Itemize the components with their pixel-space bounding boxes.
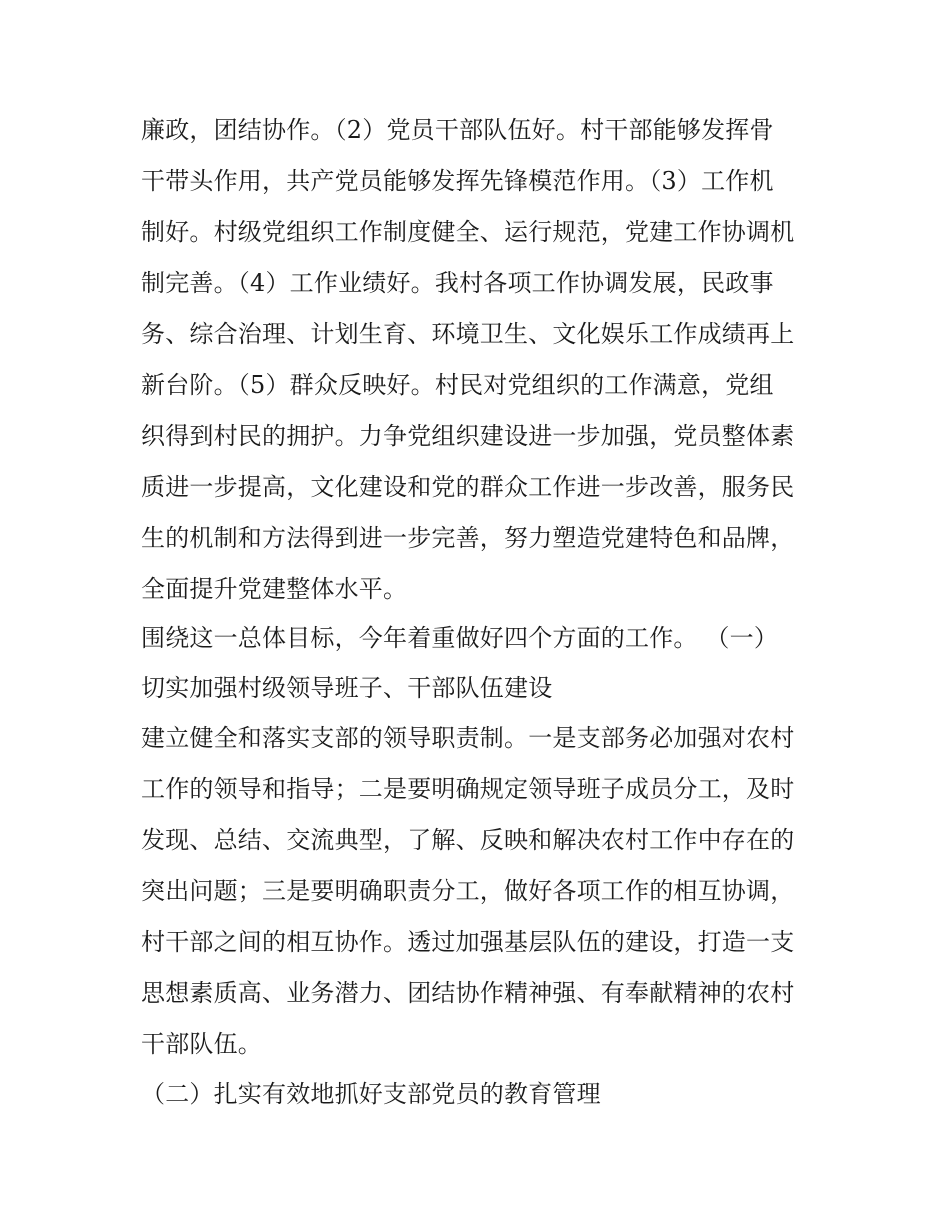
text-line: 发现、总结、交流典型，了解、反映和解决农村工作中存在的 [141,826,795,854]
text-line: 突出问题；三是要明确职责分工，做好各项工作的相互协调， [141,877,795,905]
text-line: 干带头作用，共产党员能够发挥先锋模范作用。（3）工作机 [141,167,774,195]
text-line: 切实加强村级领导班子、干部队伍建设 [141,674,553,702]
text-line: 务、综合治理、计划生育、环境卫生、文化娱乐工作成绩再上 [141,320,795,348]
text-line: 制好。村级党组织工作制度健全、运行规范，党建工作协调机 [141,218,795,246]
text-line: （二）扎实有效地抓好支部党员的教育管理 [141,1080,601,1108]
text-line: 全面提升党建整体水平。 [141,575,408,603]
text-line: 新台阶。（5）群众反映好。村民对党组织的工作满意，党组 [141,371,774,399]
text-line: 工作的领导和指导；二是要明确规定领导班子成员分工，及时 [141,775,795,803]
text-line: 村干部之间的相互协作。透过加强基层队伍的建设，打造一支 [141,928,795,956]
text-line: 廉政，团结协作。（2）党员干部队伍好。村干部能够发挥骨 [141,116,774,144]
text-line: 质进一步提高，文化建设和党的群众工作进一步改善，服务民 [141,473,795,501]
text-line: 围绕这一总体目标，今年着重做好四个方面的工作。 （一） [141,624,779,652]
text-line: 制完善。（4）工作业绩好。我村各项工作协调发展，民政事 [141,269,774,297]
text-line: 干部队伍。 [141,1030,262,1058]
text-line: 生的机制和方法得到进一步完善，努力塑造党建特色和品牌， [141,524,795,552]
text-line: 建立健全和落实支部的领导职责制。一是支部务必加强对农村 [141,724,795,752]
text-line: 织得到村民的拥护。力争党组织建设进一步加强，党员整体素 [141,422,795,450]
text-line: 思想素质高、业务潜力、团结协作精神强、有奉献精神的农村 [141,979,795,1007]
